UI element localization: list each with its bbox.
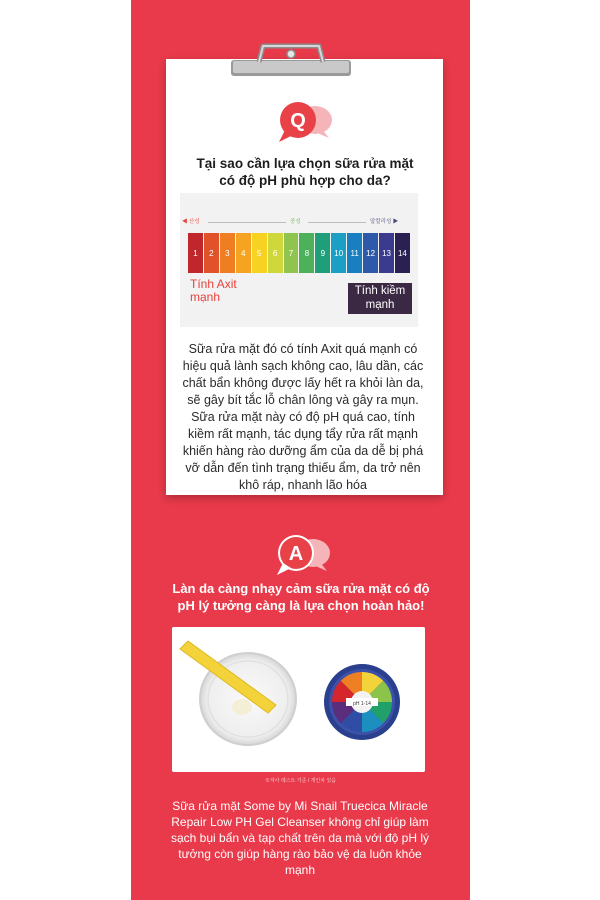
question-line-2: có độ pH phù hợp cho da? xyxy=(219,173,391,188)
answer-badge-icon xyxy=(269,531,331,581)
question-badge-icon xyxy=(271,98,333,148)
ph-swatch: 11 xyxy=(347,233,362,273)
strong-alkaline-label xyxy=(348,283,412,314)
strong-alkaline-label-line-2: mạnh xyxy=(365,299,395,311)
ph-swatch: 6 xyxy=(268,233,283,273)
ph-swatch: 4 xyxy=(236,233,251,273)
ph-swatch: 14 xyxy=(395,233,410,273)
question-badge-letter: Q xyxy=(290,110,306,132)
ph-swatch: 10 xyxy=(331,233,346,273)
ph-roll-label: pH 1-14 xyxy=(353,701,371,707)
ph-label-acid: ◀ 산성 xyxy=(182,219,200,225)
ph-test-illustration xyxy=(172,627,425,772)
ph-swatch: 12 xyxy=(363,233,378,273)
clipboard-clip-icon xyxy=(229,40,353,80)
strong-acid-label-line-1: Tính Axit xyxy=(190,277,237,291)
ph-swatch: 8 xyxy=(299,233,314,273)
ph-scale-graphic xyxy=(180,193,418,327)
ph-label-alkaline: 알칼리성 ▶ xyxy=(370,219,399,225)
explanation-paragraph: Sữa rửa mặt đó có tính Axit quá mạnh có hiệu quả lành sạch không cao, lâu dần, các chất bẩn không được lấy hết ra khỏi làn da, sẽ gây bít tắc lỗ chân lông và gây ra mụn. Sữa rửa mặt này có độ pH quá cao, tính kiềm rất mạnh, tác dụng tẩy rửa rất mạnh khiến hàng rào dưỡng ẩm của da dễ bị phá vỡ dẫn đến tình trạng thiếu ẩm, da trở nên khô ráp, nhanh lão hóa xyxy=(182,342,424,492)
ph-test-photo xyxy=(172,627,425,772)
ph-scale-divider xyxy=(308,222,366,223)
strong-acid-label xyxy=(190,278,237,304)
strong-alkaline-label-line-1: Tính kiềm xyxy=(354,285,406,297)
ph-swatch: 13 xyxy=(379,233,394,273)
answer-heading: Làn da càng nhạy cảm sữa rửa mặt có độ pH lý tưởng càng là lựa chọn hoàn hảo! xyxy=(172,581,430,613)
ph-scale-labels xyxy=(180,217,418,227)
ph-swatch: 2 xyxy=(204,233,219,273)
ph-swatch: 7 xyxy=(284,233,299,273)
ph-scale-divider xyxy=(208,222,286,223)
product-description-paragraph: Sữa rửa mặt Some by Mi Snail Truecica Miracle Repair Low PH Gel Cleanser không chỉ giúp làm sạch bụi bẩn và tạp chất trên da mà với độ pH lý tưởng còn giúp hàng rào bảo vệ da luôn khỏe mạnh xyxy=(170,799,429,877)
ph-roll-icon xyxy=(324,664,400,740)
strong-acid-label-line-2: mạnh xyxy=(190,290,221,304)
ph-swatch: 1 xyxy=(188,233,203,273)
question-line-1: Tại sao cần lựa chọn sữa rửa mặt xyxy=(196,156,414,171)
ph-swatch-row xyxy=(188,233,410,273)
ph-label-neutral: 중성 xyxy=(290,219,301,225)
test-disclaimer-note: ※자사 테스트 기준 / 개인차 있음 xyxy=(264,778,337,784)
answer-badge-letter: A xyxy=(288,543,304,565)
ph-swatch: 5 xyxy=(252,233,267,273)
question-heading xyxy=(170,155,440,189)
ph-swatch: 9 xyxy=(315,233,330,273)
ph-swatch: 3 xyxy=(220,233,235,273)
